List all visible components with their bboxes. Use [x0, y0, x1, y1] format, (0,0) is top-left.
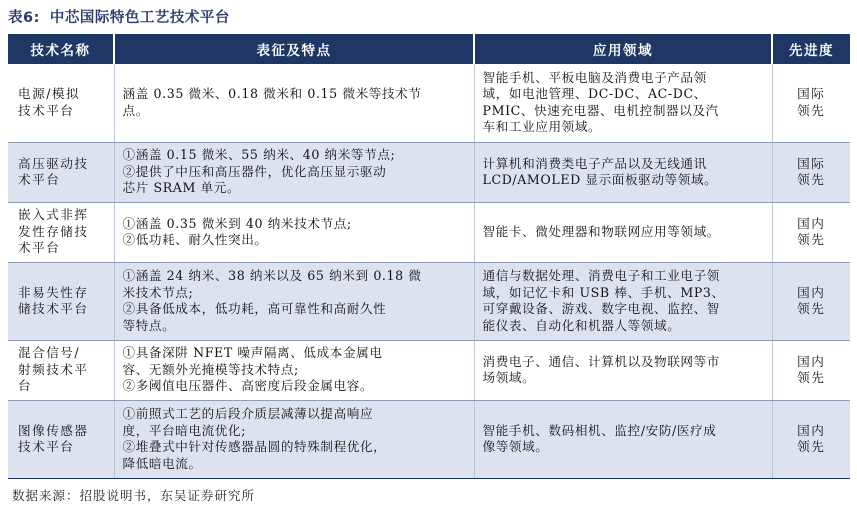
cell-level: 国内 领先 [772, 202, 850, 262]
cell-applications: 智能手机、平板电脑及消费电子产品领 域，如电池管理、DC-DC、AC-DC、 PMIC、快速充电器、电机控制器以及汽 车和工业应用领域。 [474, 64, 772, 142]
cell-features: ①前照式工艺的后段介质层减薄以提高响应 度，平台暗电流优化; ②堆叠式中针对传感器晶圆的特殊制程优化， 降低暗电流。 [114, 400, 474, 478]
header-tech-name: 技术名称 [8, 34, 114, 64]
table-row [8, 64, 850, 142]
header-level: 先进度 [772, 34, 850, 64]
cell-level: 国际 领先 [772, 64, 850, 142]
cell-tech-name: 电源/模拟 技术平台 [8, 64, 114, 142]
cell-features: ①涵盖 24 纳米、38 纳米以及 65 纳米到 0.18 微 米技术节点; ②具备低成本，低功耗，高可靠性和高耐久性 等特点。 [114, 262, 474, 340]
table-title-text: 中芯国际特色工艺技术平台 [49, 10, 230, 26]
cell-level: 国内 领先 [772, 262, 850, 340]
cell-tech-name: 图像传感器 技术平台 [8, 400, 114, 478]
data-source-note: 数据来源：招股说明书，东吴证券研究所 [12, 488, 256, 503]
table-row [8, 400, 850, 478]
table-header-row [8, 34, 850, 64]
cell-tech-name: 高压驱动技 术平台 [8, 142, 114, 202]
cell-applications: 计算机和消费类电子产品以及无线通讯 LCD/AMOLED 显示面板驱动等领域。 [474, 142, 772, 202]
header-applications: 应用领域 [474, 34, 772, 64]
cell-applications: 通信与数据处理、消费电子和工业电子领 域，如记忆卡和 USB 棒、手机、MP3、 可穿戴设备、游戏、数字电视、监控、智 能仪表、自动化和机器人等领域。 [474, 262, 772, 340]
table-title [8, 6, 230, 30]
cell-tech-name: 嵌入式非挥 发性存储技 术平台 [8, 202, 114, 262]
table-number: 表6: [8, 10, 40, 26]
cell-features: ①涵盖 0.35 微米到 40 纳米技术节点; ②低功耗、耐久性突出。 [114, 202, 474, 262]
cell-features: 涵盖 0.35 微米、0.18 微米和 0.15 微米等技术节 点。 [114, 64, 474, 142]
table-row [8, 262, 850, 340]
cell-level: 国际 领先 [772, 142, 850, 202]
cell-applications: 消费电子、通信、计算机以及物联网等市 场领域。 [474, 340, 772, 400]
table-row [8, 340, 850, 400]
header-features: 表征及特点 [114, 34, 474, 64]
cell-applications: 智能卡、微处理器和物联网应用等领域。 [474, 202, 772, 262]
cell-tech-name: 混合信号/ 射频技术平 台 [8, 340, 114, 400]
cell-tech-name: 非易失性存 储技术平台 [8, 262, 114, 340]
tech-platform-table [8, 34, 850, 479]
cell-level: 国内 领先 [772, 400, 850, 478]
cell-applications: 智能手机、数码相机、监控/安防/医疗成 像等领域。 [474, 400, 772, 478]
table-row [8, 202, 850, 262]
cell-level: 国内 领先 [772, 340, 850, 400]
cell-features: ①具备深阱 NFET 噪声隔离、低成本金属电 容、无额外光掩模等技术特点; ②多阈值电压器件、高密度后段金属电容。 [114, 340, 474, 400]
cell-features: ①涵盖 0.15 微米、55 纳米、40 纳米等节点; ②提供了中压和高压器件，优化高压显示驱动 芯片 SRAM 单元。 [114, 142, 474, 202]
table-row [8, 142, 850, 202]
